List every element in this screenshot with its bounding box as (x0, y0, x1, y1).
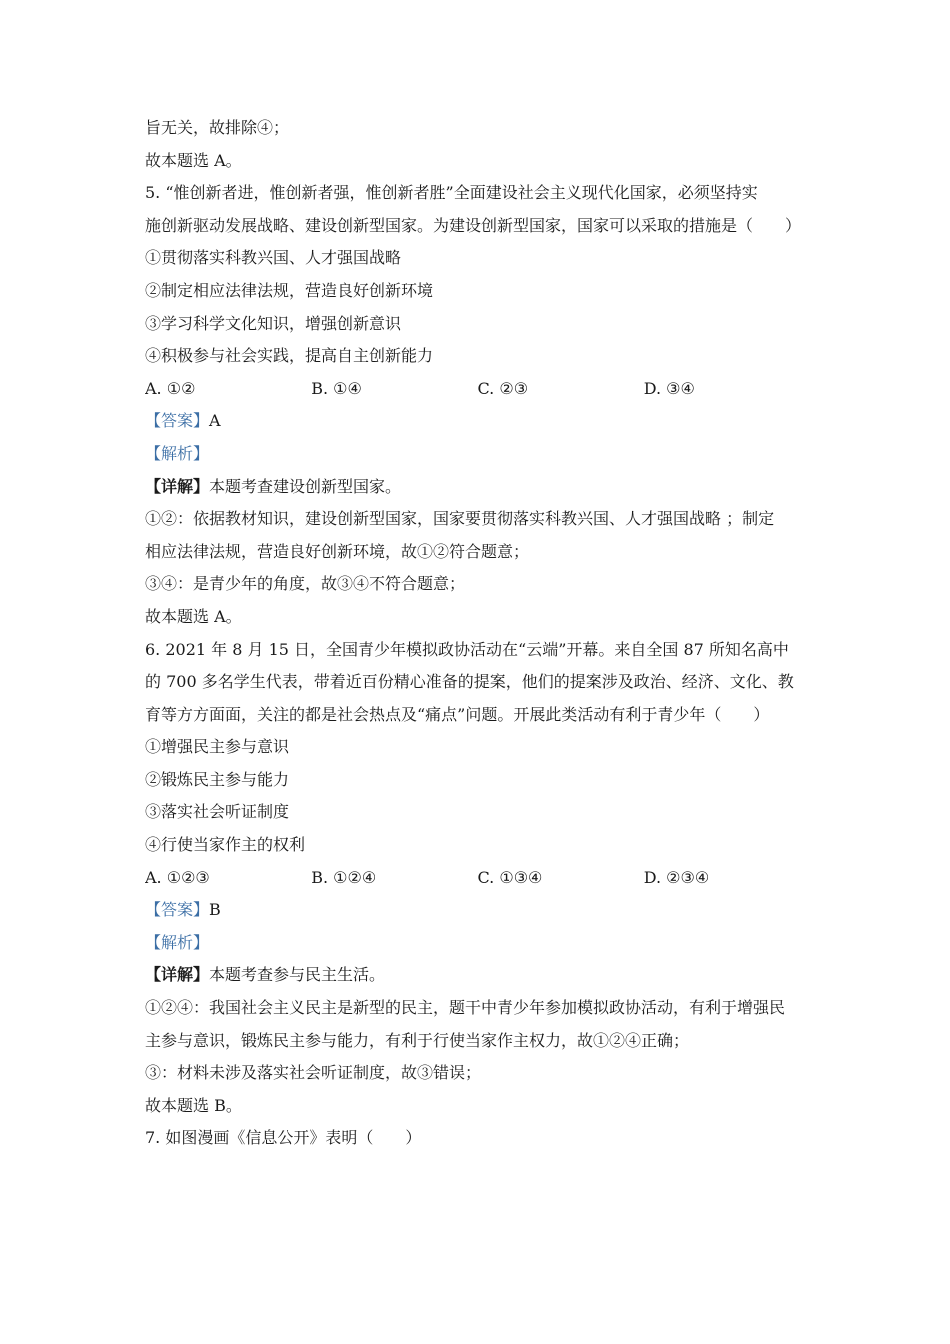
q6-answer (145, 894, 810, 927)
q5-options (145, 373, 810, 406)
q5-answer (145, 405, 810, 438)
q5-option-c: C. ②③ (477, 378, 529, 398)
q6-option-a: A. ①②③ (145, 867, 210, 887)
q5-item-1: ①贯彻落实科教兴国、人才强国战略 (145, 248, 402, 268)
q5-option-d: D. ③④ (643, 378, 695, 398)
q6-explain-2: ③：材料未涉及落实社会听证制度，故③错误； (145, 1063, 482, 1083)
q6-stem-line-3: 育等方方面面，关注的都是社会热点及“痛点”问题。开展此类活动有利于青少年（ ） (145, 704, 770, 724)
q5-detail-text: 本题考查建设创新型国家。 (209, 476, 402, 496)
q5-stem-line-2: 施创新驱动发展战略、建设创新型国家。为建设创新型国家，国家可以采取的措施是（ ） (145, 215, 802, 235)
q6-explain-1-line-1: ①②④：我国社会主义民主是新型的民主，题干中青少年参加模拟政协活动，有利于增强民 (145, 998, 786, 1018)
q5-answer-value: A (209, 411, 221, 431)
q5-conclusion: 故本题选 A。 (145, 606, 242, 626)
q5-item-3: ③学习科学文化知识，增强创新意识 (145, 313, 402, 333)
q5-item-2: ②制定相应法律法规，营造良好创新环境 (145, 280, 434, 300)
q6-answer-value: B (209, 900, 221, 920)
q6-options (145, 862, 810, 895)
q5-detail-tag: 【详解】 (145, 476, 210, 496)
q6-analysis-tag: 【解析】 (145, 932, 210, 952)
document-page (145, 112, 810, 1155)
q6-item-2: ②锻炼民主参与能力 (145, 769, 290, 789)
q6-explain-1-line-2: 主参与意识，锻炼民主参与能力，有利于行使当家作主权力，故①②④正确； (145, 1030, 690, 1050)
q5-option-b: B. ①④ (311, 378, 362, 398)
q6-item-3: ③落实社会听证制度 (145, 802, 290, 822)
q6-option-c: C. ①③④ (477, 867, 543, 887)
q6-detail (145, 959, 810, 992)
q5-explain-2: ③④：是青少年的角度，故③④不符合题意； (145, 574, 466, 594)
q6-option-b: B. ①②④ (311, 867, 377, 887)
q5-option-a: A. ①② (145, 378, 196, 398)
q5-detail (145, 471, 810, 504)
q6-detail-tag: 【详解】 (145, 965, 210, 985)
prev-question-conclusion: 故本题选 A。 (145, 150, 242, 170)
q6-conclusion: 故本题选 B。 (145, 1095, 242, 1115)
prev-question-tail: 旨无关，故排除④； (145, 118, 290, 137)
q5-item-4: ④积极参与社会实践，提高自主创新能力 (145, 346, 434, 366)
q5-answer-tag: 【答案】 (145, 411, 210, 431)
q5-explain-1-line-2: 相应法律法规，营造良好创新环境，故①②符合题意； (145, 541, 530, 561)
q6-stem-line-2: 的 700 多名学生代表，带着近百份精心准备的提案，他们的提案涉及政治、经济、文化、教 (145, 672, 794, 692)
q7-stem: 7. 如图漫画《信息公开》表明（ ） (145, 1128, 422, 1148)
q6-item-4: ④行使当家作主的权利 (145, 835, 306, 855)
q6-detail-text: 本题考查参与民主生活。 (209, 965, 386, 985)
q6-option-d: D. ②③④ (643, 867, 710, 887)
q6-item-1: ①增强民主参与意识 (145, 737, 290, 757)
q6-answer-tag: 【答案】 (145, 900, 210, 920)
q6-stem-line-1: 6. 2021 年 8 月 15 日，全国青少年模拟政协活动在“云端”开幕。来自全国 87 所知名高中 (145, 639, 789, 659)
q5-stem-line-1: 5. “惟创新者进，惟创新者强，惟创新者胜”全面建设社会主义现代化国家，必须坚持实 (145, 183, 758, 203)
q5-analysis-tag: 【解析】 (145, 443, 210, 463)
q5-explain-1-line-1: ①②：依据教材知识，建设创新型国家，国家要贯彻落实科教兴国、人才强国战略 ；制定 (145, 509, 775, 529)
